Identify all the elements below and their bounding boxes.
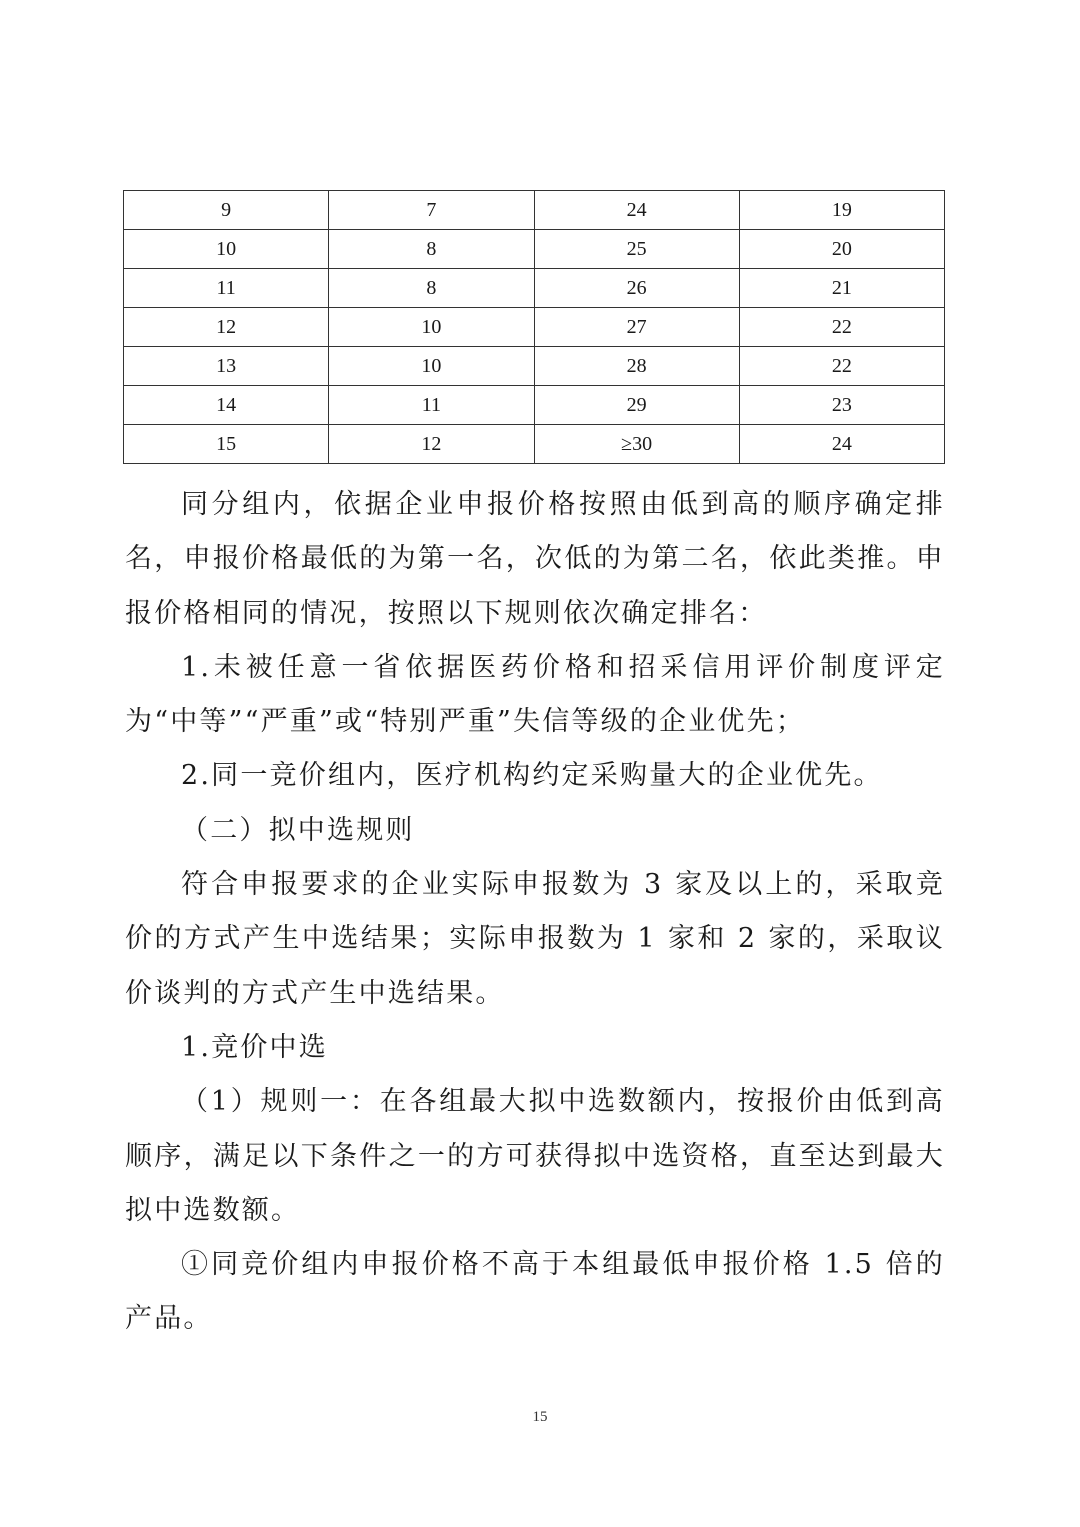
table-cell: 10: [124, 230, 329, 269]
table-cell: 26: [534, 269, 739, 308]
table-cell: 21: [739, 269, 944, 308]
table-cell: 12: [329, 425, 534, 464]
table-row: [124, 269, 945, 308]
table-cell: 28: [534, 347, 739, 386]
condition-one-paragraph: ①同竞价组内申报价格不高于本组最低申报价格 1.5 倍的产品。: [125, 1249, 945, 1335]
table-cell: 10: [329, 308, 534, 347]
subsection-heading: 1.竞价中选: [181, 1031, 328, 1063]
table-cell: 23: [739, 386, 944, 425]
table-cell: 13: [124, 347, 329, 386]
table-cell: 10: [329, 347, 534, 386]
table-cell: 8: [329, 230, 534, 269]
table-cell: 22: [739, 308, 944, 347]
rule-one-paragraph: （1）规则一：在各组最大拟中选数额内，按报价由低到高顺序，满足以下条件之一的方可获得拟中选资格，直至达到最大拟中选数额。: [125, 1086, 945, 1226]
section-heading: （二）拟中选规则: [181, 814, 415, 846]
table-cell: 7: [329, 191, 534, 230]
selection-method-paragraph: 符合申报要求的企业实际申报数为 3 家及以上的，采取竞价的方式产生中选结果；实际申报数为 1 家和 2 家的，采取议价谈判的方式产生中选结果。: [125, 869, 945, 1009]
table-row: [124, 191, 945, 230]
table-cell: 8: [329, 269, 534, 308]
table-cell: 15: [124, 425, 329, 464]
tiebreak-rule-1: 1.未被任意一省依据医药价格和招采信用评价制度评定为“中等”“严重”或“特别严重”失信等级的企业优先；: [125, 651, 945, 738]
table-row: [124, 425, 945, 464]
table-cell: 19: [739, 191, 944, 230]
table-row: [124, 386, 945, 425]
table-row: [124, 347, 945, 386]
tiebreak-rule-2: 2.同一竞价组内，医疗机构约定采购量大的企业优先。: [181, 760, 883, 792]
table-cell: 27: [534, 308, 739, 347]
table-cell: 25: [534, 230, 739, 269]
score-table: [123, 190, 945, 464]
table-cell: 24: [534, 191, 739, 230]
table-cell: 11: [329, 386, 534, 425]
table-row: [124, 308, 945, 347]
table-cell: 9: [124, 191, 329, 230]
score-table-body: [124, 191, 945, 464]
table-cell: 24: [739, 425, 944, 464]
table-cell: 14: [124, 386, 329, 425]
body-text: [125, 478, 945, 1347]
table-cell: 29: [534, 386, 739, 425]
table-cell: 20: [739, 230, 944, 269]
table-cell: 22: [739, 347, 944, 386]
page-number: 15: [532, 1409, 548, 1425]
table-row: [124, 230, 945, 269]
table-cell: 12: [124, 308, 329, 347]
ranking-rule-paragraph: 同分组内，依据企业申报价格按照由低到高的顺序确定排名，申报价格最低的为第一名，次低的为第二名，依此类推。申报价格相同的情况，按照以下规则依次确定排名：: [125, 489, 945, 629]
table-cell: 11: [124, 269, 329, 308]
table-cell: ≥30: [534, 425, 739, 464]
